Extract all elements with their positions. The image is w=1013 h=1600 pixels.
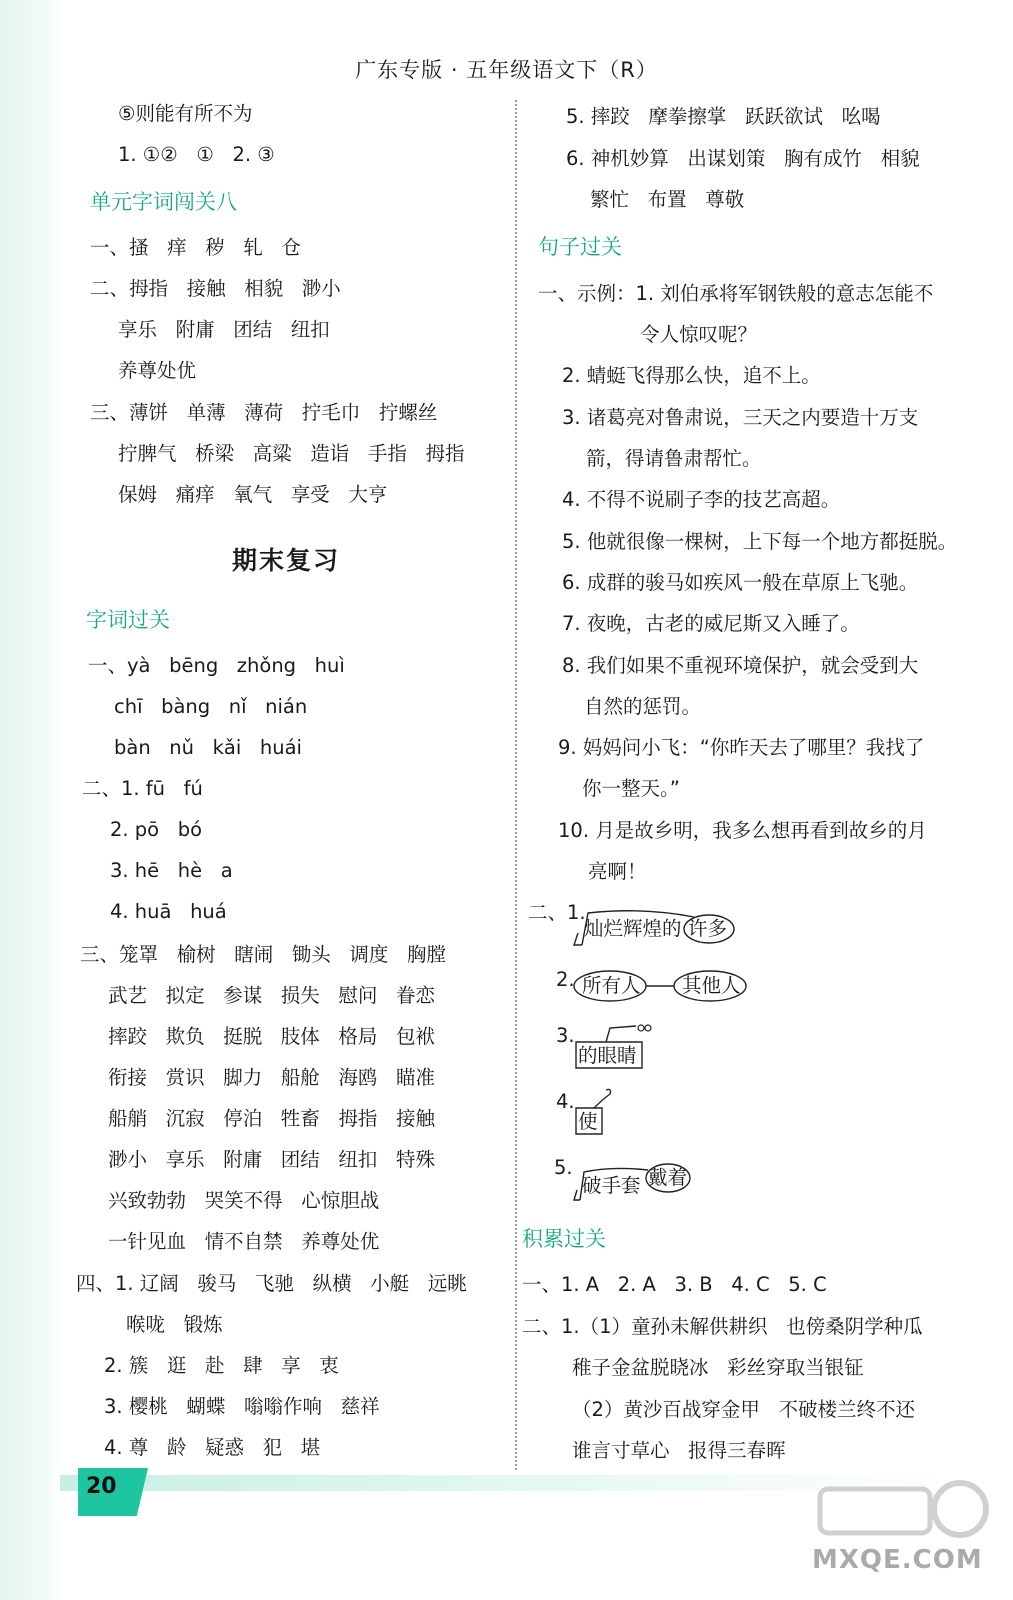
chapter-title: 期末复习 xyxy=(232,546,341,575)
diagram-5-circled: 戴着 xyxy=(648,1166,688,1189)
left-answer-line: 一、搔 痒 秽 轧 仓 xyxy=(90,236,301,259)
right-answer-line: 二、1. xyxy=(528,901,586,924)
left-answer-line: 衔接 赏识 脚力 船舱 海鸥 瞄准 xyxy=(108,1066,435,1089)
left-answer-line: 船艄 沉寂 停泊 牲畜 拇指 接触 xyxy=(108,1107,435,1130)
right-section-heading: 句子过关 xyxy=(538,235,622,259)
right-answer-line: 稚子金盆脱晓冰 彩丝穿取当银钲 xyxy=(572,1356,864,1379)
sentence-diagram-5 xyxy=(572,1156,702,1204)
left-answer-line: 保姆 痛痒 氧气 享受 大亨 xyxy=(118,483,388,506)
sentence-diagram-1 xyxy=(572,905,742,949)
diagram-2-right: 其他人 xyxy=(682,974,741,997)
left-answer-line: 2. pō bó xyxy=(110,818,203,841)
left-section-heading: 字词过关 xyxy=(86,608,170,632)
left-answer-line: 3. 樱桃 蝴蝶 嗡嗡作响 慈祥 xyxy=(104,1395,380,1418)
left-answer-line: 四、1. 辽阔 骏马 飞驰 纵横 小艇 远眺 xyxy=(76,1272,467,1295)
left-answer-line: 一、yà bēng zhǒng huì xyxy=(88,654,345,677)
right-answer-line: 4. xyxy=(556,1090,575,1113)
left-answer-line: 享乐 附庸 团结 纽扣 xyxy=(118,318,330,341)
diagram-1-phrase: 灿烂辉煌的 xyxy=(584,917,682,940)
sentence-diagram-2 xyxy=(572,968,752,1004)
right-answer-line: 3. xyxy=(556,1024,575,1047)
right-answer-line: 7. 夜晚，古老的威尼斯又入睡了。 xyxy=(562,612,860,635)
left-answer-line: 2. 簇 逛 赴 肆 享 衷 xyxy=(104,1354,339,1377)
right-answer-line: 你一整天。” xyxy=(582,777,680,800)
right-answer-line: （2）黄沙百战穿金甲 不破楼兰终不还 xyxy=(572,1398,916,1421)
right-answer-line: 6. 神机妙算 出谋划策 胸有成竹 相貌 xyxy=(566,147,920,170)
right-answer-line: 9. 妈妈问小飞：“你昨天去了哪里？我找了 xyxy=(558,736,925,759)
left-answer-line: 渺小 享乐 附庸 团结 纽扣 特殊 xyxy=(108,1148,435,1171)
right-answer-line: 5. 摔跤 摩拳擦掌 跃跃欲试 吆喝 xyxy=(566,105,881,128)
right-answer-line: 4. 不得不说刷子李的技艺高超。 xyxy=(562,488,841,511)
left-answer-line: 一针见血 情不自禁 养尊处优 xyxy=(108,1230,380,1253)
left-answer-line: 拧脾气 桥梁 高粱 造诣 手指 拇指 xyxy=(118,442,465,465)
left-answer-line: 1. ①② ① 2. ③ xyxy=(118,143,275,166)
right-answer-line: 自然的惩罚。 xyxy=(584,695,702,718)
sentence-diagram-4 xyxy=(572,1086,632,1138)
sentence-diagram-3 xyxy=(572,1022,672,1072)
left-answer-line: 兴致勃勃 哭笑不得 心惊胆战 xyxy=(108,1189,380,1212)
page-number: 20 xyxy=(86,1474,117,1499)
right-answer-line: 5. 他就很像一棵树，上下每一个地方都挺脱。 xyxy=(562,530,958,553)
right-answer-line: 一、1. A 2. A 3. B 4. C 5. C xyxy=(522,1273,827,1296)
right-answer-line: 8. 我们如果不重视环境保护，就会受到大 xyxy=(562,654,919,677)
left-answer-line: 武艺 拟定 参谋 损失 慰问 眷恋 xyxy=(108,984,435,1007)
column-divider xyxy=(515,100,517,1470)
diagram-3-phrase: 的眼睛 xyxy=(578,1044,637,1067)
right-answer-line: 令人惊叹呢？ xyxy=(640,323,758,346)
left-edge-decoration xyxy=(0,0,62,1600)
right-answer-line: 谁言寸草心 报得三春晖 xyxy=(572,1439,786,1462)
left-answer-line: bàn nǔ kǎi huái xyxy=(114,736,302,759)
watermark-text: MXQE.COM xyxy=(812,1545,983,1575)
right-answer-line: 5. xyxy=(554,1156,573,1179)
left-answer-line: 三、笼罩 榆树 瞎闹 锄头 调度 胸膛 xyxy=(80,943,446,966)
left-section-heading: 单元字词闯关八 xyxy=(90,190,237,214)
right-section-heading: 积累过关 xyxy=(522,1227,606,1251)
right-answer-line: 2. 蜻蜓飞得那么快，追不上。 xyxy=(562,364,821,387)
page-header: 广东专版 · 五年级语文下（R） xyxy=(355,58,658,82)
left-answer-line: 二、拇指 接触 相貌 渺小 xyxy=(90,277,341,300)
left-answer-line: 4. 尊 龄 疑惑 犯 堪 xyxy=(104,1436,321,1459)
right-answer-line: 一、示例：1. 刘伯承将军钢铁般的意志怎能不 xyxy=(538,282,934,305)
right-answer-line: 箭，得请鲁肃帮忙。 xyxy=(586,447,762,470)
diagram-1-circled: 许多 xyxy=(688,917,728,940)
left-answer-line: 喉咙 锻炼 xyxy=(126,1313,223,1336)
diagram-2-left: 所有人 xyxy=(582,974,641,997)
right-answer-line: 3. 诸葛亮对鲁肃说，三天之内要造十万支 xyxy=(562,406,919,429)
left-answer-line: 三、薄饼 单薄 薄荷 拧毛巾 拧螺丝 xyxy=(90,401,438,424)
left-answer-line: 摔跤 欺负 挺脱 肢体 格局 包袱 xyxy=(108,1025,435,1048)
left-answer-line: chī bàng nǐ nián xyxy=(114,695,308,718)
diagram-4-phrase: 使 xyxy=(578,1110,598,1133)
left-answer-line: 4. huā huá xyxy=(110,900,227,923)
right-answer-line: 2. xyxy=(556,968,575,991)
left-answer-line: 3. hē hè a xyxy=(110,859,233,882)
right-answer-line: 二、1.（1）童孙未解供耕织 也傍桑阴学种瓜 xyxy=(522,1315,923,1338)
diagram-5-phrase: 破手套 xyxy=(582,1174,641,1197)
left-answer-line: 二、1. fū fú xyxy=(82,777,203,800)
right-answer-line: 亮啊！ xyxy=(588,860,647,883)
left-answer-line: 养尊处优 xyxy=(118,359,197,382)
right-answer-line: 6. 成群的骏马如疾风一般在草原上飞驰。 xyxy=(562,571,919,594)
right-answer-line: 10. 月是故乡明，我多么想再看到故乡的月 xyxy=(558,819,927,842)
right-answer-line: 繁忙 布置 尊敬 xyxy=(590,188,745,211)
left-answer-line: ⑤则能有所不为 xyxy=(118,102,253,125)
